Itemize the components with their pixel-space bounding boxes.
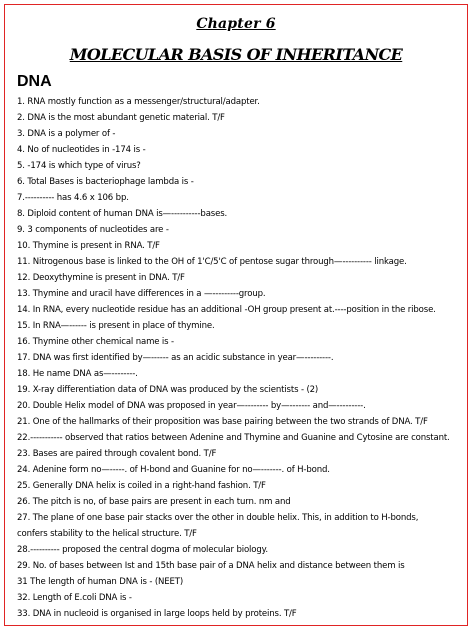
question-16: 16. Thymine other chemical name is -	[17, 337, 174, 347]
chapter-heading: Chapter 6	[196, 16, 276, 32]
question-9: 9. 3 components of nucleotides are -	[17, 225, 169, 235]
question-8: 8. Diploid content of human DNA is—----------bases.	[17, 209, 228, 219]
question-23: 23. Bases are paired through covalent bond. T/F	[17, 449, 217, 459]
question-17: 17. DNA was first identified by—------ as an acidic substance in year—---------.	[17, 353, 334, 363]
question-1: 1. RNA mostly function as a messenger/structural/adapter.	[17, 97, 260, 107]
worksheet-page	[4, 4, 468, 626]
section-heading: DNA	[17, 73, 52, 90]
question-10: 10. Thymine is present in RNA. T/F	[17, 241, 160, 251]
question-12: 12. Deoxythymine is present in DNA. T/F	[17, 273, 185, 283]
question-15: 15. In RNA—------ is present in place of thymine.	[17, 321, 215, 331]
question-28: 28.---------- proposed the central dogma of molecular biology.	[17, 545, 268, 555]
question-20: 20. Double Helix model of DNA was proposed in year—-------- by—------- and—---------.	[17, 401, 366, 411]
question-6: 6. Total Bases is bacteriophage lambda is -	[17, 177, 194, 187]
question-33: 33. DNA in nucleoid is organised in large loops held by proteins. T/F	[17, 609, 297, 619]
question-3: 3. DNA is a polymer of -	[17, 129, 116, 139]
question-19: 19. X-ray differentiation data of DNA was produced by the scientists - (2)	[17, 385, 319, 395]
chapter-title: MOLECULAR BASIS OF INHERITANCE	[69, 45, 403, 64]
question-22: 22.----------- observed that ratios between Adenine and Thymine and Guanine and Cytosine are constant.	[17, 433, 450, 443]
question-13: 13. Thymine and uracil have differences in a —---------group.	[17, 289, 266, 299]
question-2: 2. DNA is the most abundant genetic material. T/F	[17, 113, 225, 123]
question-21: 21. One of the hallmarks of their proposition was base pairing between the two strands of DNA. T/F	[17, 417, 428, 427]
question-14: 14. In RNA, every nucleotide residue has an additional -OH group present at.----position in the ribose.	[17, 305, 436, 315]
question-29: 29. No. of bases between Ist and 15th base pair of a DNA helix and distance between them is	[17, 561, 405, 571]
question-27: 27. The plane of one base pair stacks over the other in double helix. This, in addition to H-bonds,	[17, 513, 419, 523]
question-25: 25. Generally DNA helix is coiled in a right-hand fashion. T/F	[17, 481, 266, 491]
question-4: 4. No of nucleotides in -174 is -	[17, 145, 146, 155]
question-24: 24. Adenine form no—-----. of H-bond and Guanine for no—-------. of H-bond.	[17, 465, 330, 475]
question-18: 18. He name DNA as—--------.	[17, 369, 138, 379]
question-32: 32. Length of E.coli DNA is -	[17, 593, 132, 603]
question-11: 11. Nitrogenous base is linked to the OH of 1'C/5'C of pentose sugar through—---------- linkage.	[17, 257, 407, 267]
question-7: 7.---------- has 4.6 x 106 bp.	[17, 193, 129, 203]
question-27-continued: confers stability to the helical structure. T/F	[17, 529, 197, 539]
question-31: 31 The length of human DNA is - (NEET)	[17, 577, 184, 587]
question-5: 5. -174 is which type of virus?	[17, 161, 141, 171]
question-26: 26. The pitch is no, of base pairs are present in each turn. nm and	[17, 497, 291, 507]
